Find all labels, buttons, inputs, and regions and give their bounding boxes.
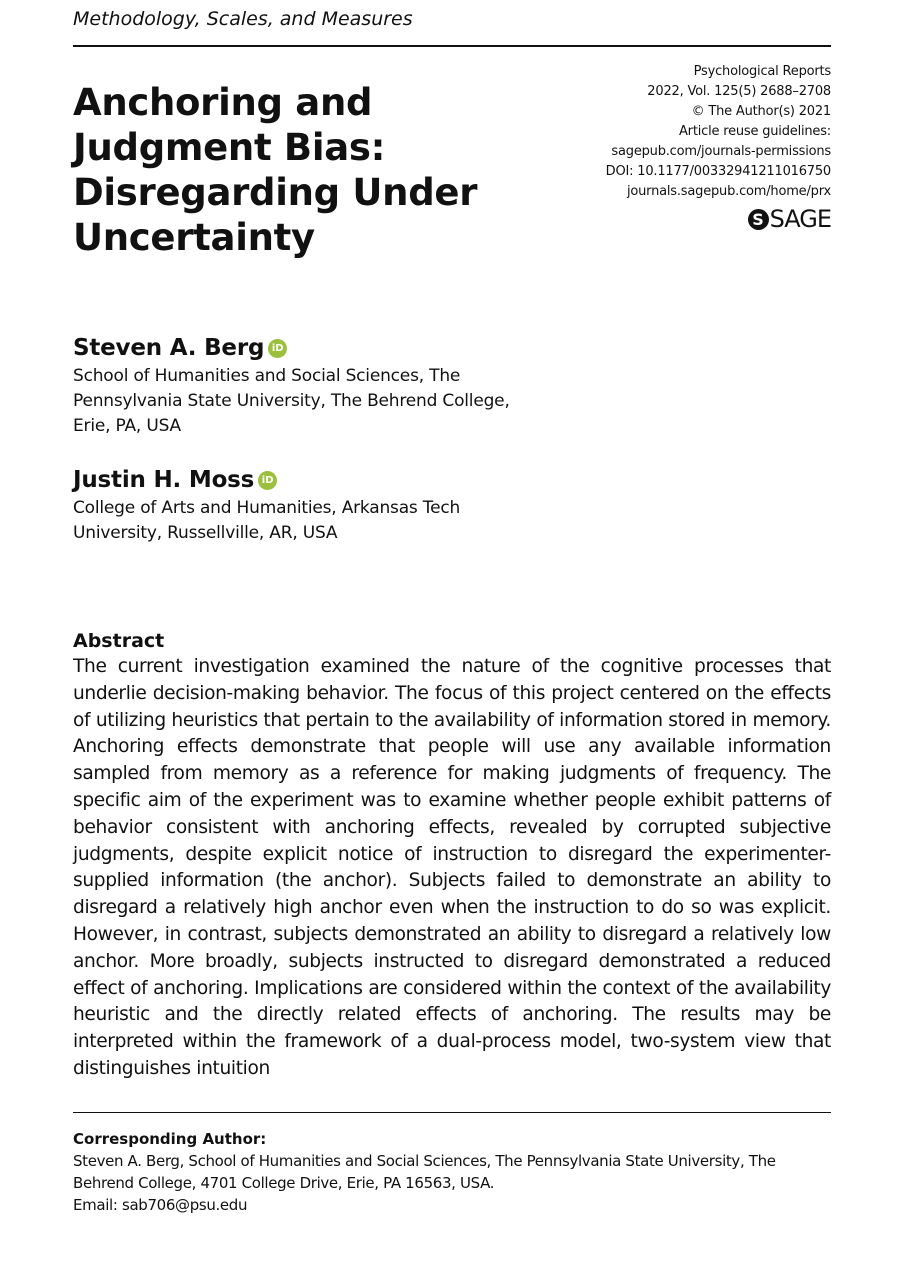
reuse-label: Article reuse guidelines: <box>678 124 831 139</box>
article-title: Anchoring and Judgment Bias: Disregarding Under Uncertainty <box>73 81 478 259</box>
doi-link[interactable]: DOI: 10.1177/00332941211016750 <box>605 164 831 179</box>
author-name: Steven A. Berg <box>73 335 265 361</box>
footnote-divider <box>73 1112 831 1113</box>
journal-name: Psychological Reports <box>693 64 831 79</box>
sage-logo-icon: S <box>748 209 769 230</box>
abstract-heading: Abstract <box>73 630 165 652</box>
copyright-notice: © The Author(s) 2021 <box>691 104 831 119</box>
abstract-text: The current investigation examined the nature of the cognitive processes that underlie decision-making behavior. The focus of this project centered on the effects of utilizing heuristics that pertain to the availability of information stored in memory. Anchoring effects demonstrate that people will use any available information sampled from memory as a reference for making judgments of frequency. The specific aim of the experiment was to examine whether people exhibit patterns of behavior consistent with anchoring effects, revealed by corrupted subjective judgments, despite explicit notice of instruction to disregard the experimenter-supplied information (the anchor). Subjects failed to demonstrate an ability to disregard a relatively high anchor even when the instruction to do so was explicit. However, in contrast, subjects demonstrated an ability to disregard a relatively low anchor. More broadly, subjects instructed to disregard demonstrated a reduced effect of anchoring. Implications are considered within the context of the availability heuristic and the directly related effects of anchoring. The results may be interpreted within the framework of a dual-process model, two-system view that distinguishes intuition <box>73 656 831 1079</box>
orcid-icon[interactable]: iD <box>258 471 277 490</box>
author-affiliation: College of Arts and Humanities, Arkansas Tech University, Russellville, AR, USA <box>73 498 461 543</box>
author-block <box>73 467 513 546</box>
orcid-icon[interactable]: iD <box>268 339 287 358</box>
author-name: Justin H. Moss <box>73 467 255 493</box>
journal-volume: 2022, Vol. 125(5) 2688–2708 <box>647 84 831 99</box>
publisher-logo <box>748 205 831 233</box>
corresponding-heading: Corresponding Author: <box>73 1130 267 1148</box>
author-block <box>73 335 513 439</box>
journal-metadata <box>531 62 831 202</box>
header-divider <box>73 45 831 47</box>
publisher-logo-text: SAGE <box>769 205 831 233</box>
corresponding-author <box>73 1128 831 1216</box>
section-label: Methodology, Scales, and Measures <box>73 8 413 30</box>
corresponding-address: Steven A. Berg, School of Humanities and Social Sciences, The Pennsylvania State University, The Behrend College, 4701 College Drive, Erie, PA 16563, USA. <box>73 1152 776 1192</box>
corresponding-email[interactable]: Email: sab706@psu.edu <box>73 1196 248 1214</box>
journal-home-link[interactable]: journals.sagepub.com/home/prx <box>626 184 831 199</box>
author-affiliation: School of Humanities and Social Sciences, The Pennsylvania State University, The Behrend College, Erie, PA, USA <box>73 366 510 436</box>
abstract-section <box>73 628 831 1083</box>
reuse-link[interactable]: sagepub.com/journals-permissions <box>611 144 831 159</box>
